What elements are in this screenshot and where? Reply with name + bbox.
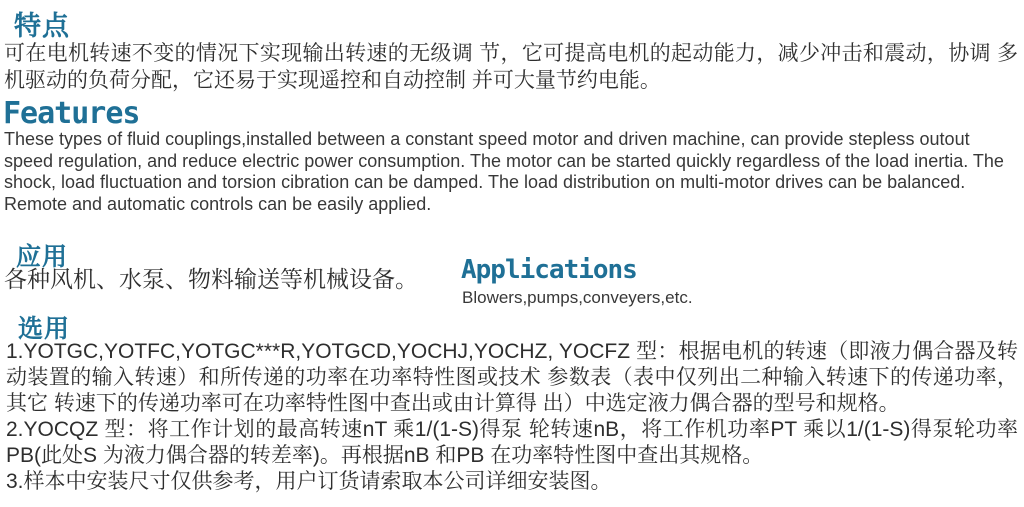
xuanyong-item-1: 1.YOTGC,YOTFC,YOTGC***R,YOTGCD,YOCHJ,YOCHZ, YOCFZ 型：根据电机的转速（即液力偶合器及转动装置的输入转速）和所传递的功率在功率特性图或技术 参数表（表中仅列出二种输入转速下的传递功率，其它 转速下的传递功率可在功率特性图中查出或由计算得 出）中选定液力偶合器的型号和规格。 bbox=[6, 340, 1018, 415]
xuanyong-list bbox=[6, 339, 1018, 495]
applications-paragraph: Blowers,pumps,conveyers,etc. bbox=[462, 288, 693, 307]
yingyong-paragraph: 各种风机、水泵、物料输送等机械设备。 bbox=[4, 266, 418, 292]
section-title-applications: Applications bbox=[461, 255, 637, 285]
section-title-yingyong: 应用 bbox=[16, 243, 69, 271]
section-title-xuanyong: 选用 bbox=[18, 315, 71, 343]
xuanyong-item-2: 2.YOCQZ 型：将工作计划的最高转速nT 乘1/(1-S)得泵 轮转速nB，将工作机功率PT 乘以1/(1-S)得泵轮功率 PB(此处S 为液力偶合器的转差率)。再根据nB 和PB 在功率特性图中查出其规格。 bbox=[6, 418, 1018, 467]
tedian-paragraph: 可在电机转速不变的情况下实现输出转速的无级调 节，它可提高电机的起动能力，减少冲击和震动，协调 多机驱动的负荷分配，它还易于实现遥控和自动控制 并可大量节约电能。 bbox=[4, 42, 1018, 92]
xuanyong-item-3: 3.样本中安装尺寸仅供参考，用户订货请索取本公司详细安装图。 bbox=[6, 470, 612, 493]
section-title-features: Features bbox=[3, 96, 140, 131]
section-title-tedian: 特点 bbox=[14, 11, 70, 41]
features-paragraph: These types of fluid couplings,installed between a constant speed motor and driven machine, can provide stepless outout speed regulation, and reduce electric power consumption. The motor can be started quickly regardless of the load inertia. The shock, load fluctuation and torsion cibration can be damped. The load distribution on multi-motor drives can be balanced. Remote and automatic controls can be easily applied. bbox=[4, 129, 1004, 214]
